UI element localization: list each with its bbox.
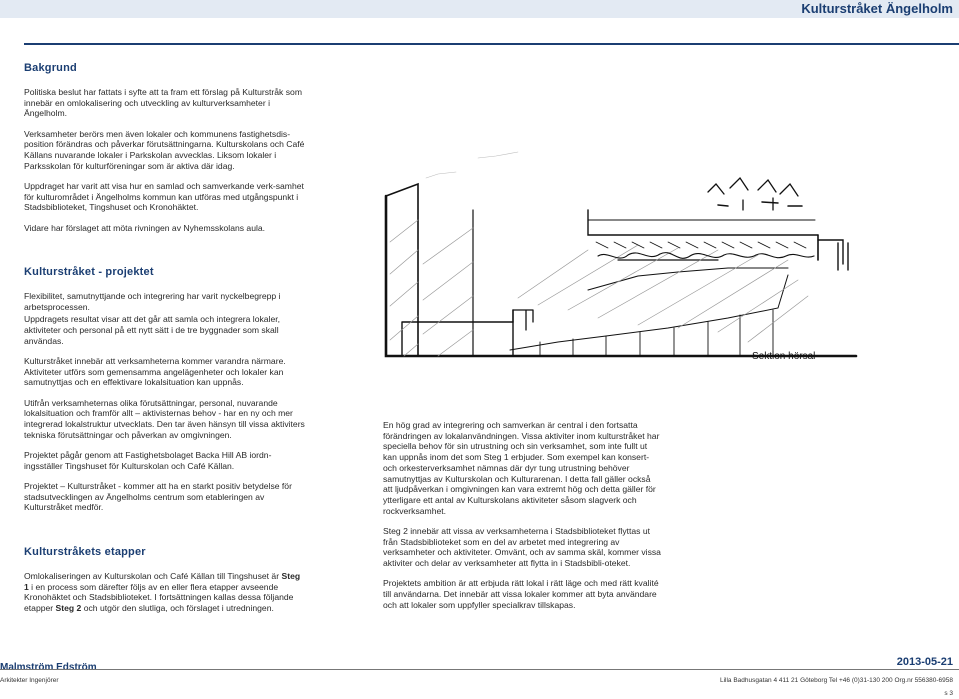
bold-term-steg-2: Steg 2 bbox=[55, 603, 82, 614]
footer-address: Lilla Badhusgatan 4 411 21 Göteborg Tel +46 (0)31-130 200 Org.nr 556380-6958 bbox=[719, 677, 953, 684]
paragraph: Utifrån verksamheternas olika förutsättningar, personal, nuvarande lokalsituation och framför allt – aktivisternas behov - har en ny och mer integrerad lokalstruktur utvecklats. Den tar även hänsyn till vissa aktiviters tekniska förutsättningar och påverkan av omgivningen. bbox=[24, 397, 305, 440]
right-column bbox=[383, 420, 661, 620]
paragraph: Uppdraget har varit att visa hur en samlad och samverkande verk-samhet för kulturområdet i Ängelholms kommun kan utföras med utgångspunkt i Stadsbiblioteket, Tingshuset och Kronohäktet. bbox=[24, 180, 304, 213]
section-heading-etapper: Kulturstråkets etapper bbox=[24, 546, 146, 558]
section-heading-projektet: Kulturstråket - projektet bbox=[24, 266, 154, 278]
paragraph: Verksamheter berörs men även lokaler och kommunens fastighetsdis-position förändras och påverkar förutsättningarna. Kulturskolans och Café Källans nuvarande lokaler i Parkskolan avvecklas. Liksom lokaler i Parksskolan för kulturföreningar som är aktiva där idag. bbox=[24, 128, 305, 171]
header-rule bbox=[24, 43, 959, 45]
text-run: och utgör den slutliga, och förslaget i utredningen. bbox=[81, 603, 274, 614]
bold-term-steg-1: Steg 1 bbox=[24, 571, 301, 592]
left-column-middle bbox=[24, 266, 307, 522]
paragraph: Steg 2 innebär att vissa av verksamheterna i Stadsbiblioteket flyttas ut från Stadsbiblioteket som en del av arbetet med integrering av verksamheter och aktiviteter. Omvänt, och av samma skäl, kommer vissa aktiviter och delar av verksamheter att flytta in i Stadsbibli-oteket. bbox=[383, 525, 661, 568]
paragraph: Politiska beslut har fattats i syfte att ta fram ett förslag på Kulturstråk som innebär en omlokalisering och utveckling av kulturverksamheter i Ängelholm. bbox=[24, 87, 302, 119]
section-heading-bakgrund: Bakgrund bbox=[24, 62, 77, 74]
paragraph: Vidare har förslaget att möta rivningen av Nyhemsskolans aula. bbox=[24, 222, 266, 233]
text-run: i en process som därefter följs av en eller flera etapper avseende Kronohäktet och Stadsbiblioteket. I fortsättningen kallas dessa följande etapper bbox=[24, 581, 294, 614]
footer-company-name: Malmström Edström bbox=[0, 662, 97, 673]
section-sketch-drawing bbox=[378, 60, 863, 372]
paragraph: Projektet – Kulturstråket - kommer att ha en starkt positiv betydelse för stadsutvecklingen av Ängelholms centrum som etableringen av Kulturstråket medför. bbox=[24, 480, 292, 513]
footer-date: 2013-05-21 bbox=[896, 656, 953, 668]
page-number: s 3 bbox=[944, 690, 953, 697]
paragraph: Uppdragets resultat visar att det går att samla och integrera lokaler, aktiviteter och personal på ett nytt sätt i de tre byggnader som skall användas. bbox=[24, 314, 281, 346]
figure-caption: Sektion hörsal bbox=[752, 351, 816, 362]
paragraph: En hög grad av integrering och samverkan är central i den fortsatta förändringen av lokalanvändningen. Vissa aktiviter inom kulturstråket har speciella behov för sin utrustning och sin verksamhet, som inte fullt ut kan uppnås inom det som Steg 1 erbjuder. Som exempel kan konsert- och orkesterverksamhet nämnas där dyr tung utrustning behöver samutnyttjas av Kulturskolan och Kulturarenan. I detta fall gäller också att ljudpåverkan i omgivningen kan vara extremt hög och detta gäller för ytterligare ett antal av Kulturskolans aktiviteter såsom slagverk och rockverksamhet. bbox=[383, 420, 660, 516]
paragraph: Projektets ambition är att erbjuda rätt lokal i rätt läge och med rätt kvalité till användarna. Det innebär att vissa lokaler kommer att byta användare och att lokaler som uppfyller specialkrav tillskapas. bbox=[383, 578, 659, 610]
left-column-bottom bbox=[24, 546, 307, 623]
paragraph: Kulturstråket innebär att verksamheterna kommer varandra närmare. Aktiviteter utförs som gemensamma angelägenheter och lokaler kan samutnyttjas och en effektivare lokalsituation kan uppnås. bbox=[24, 356, 286, 388]
text-run: Omlokaliseringen av Kulturskolan och Café Källan till Tingshuset är bbox=[24, 571, 282, 581]
footer-company-subtitle: Arkitekter Ingenjörer bbox=[0, 677, 59, 684]
paragraph: Flexibilitet, samutnyttjande och integrering har varit nyckelbegrepp i arbetsprocessen. bbox=[24, 291, 281, 312]
footer-rule bbox=[0, 669, 959, 670]
paragraph-etapper bbox=[24, 571, 307, 614]
document-title: Kulturstråket Ängelholm bbox=[801, 1, 953, 16]
left-column-top bbox=[24, 62, 307, 243]
paragraph: Projektet pågår genom att Fastighetsbolaget Backa Hill AB iordn-ingsställer Tingshuset för Kulturskolan och Café Källan. bbox=[24, 449, 272, 471]
